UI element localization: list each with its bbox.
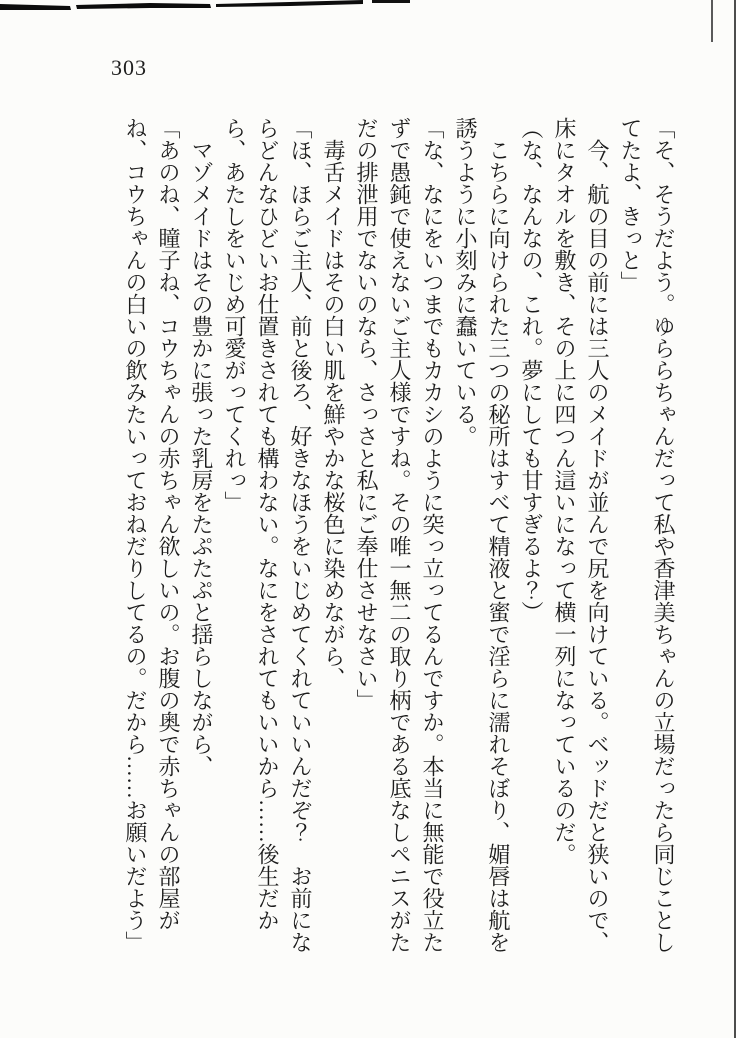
narration-paragraph: こちらに向けられた三つの秘所はすべて精液と蜜で淫らに濡れそぼり、媚唇は航を誘うように小刻みに蠢いている。	[453, 117, 511, 953]
dialogue-paragraph: 「な、なにをいつまでもカカシのように突っ立ってるんですか。本当に無能で役立たずで愚鈍で使えないご主人様ですね。その唯一無二の取り柄である底なしペニスがただの排泄用でないのなら、さっさと私にご奉仕させなさい」	[354, 117, 445, 953]
dialogue-paragraph: 「ほ、ほらご主人、前と後ろ、好きなほうをいじめてくれていいんだぞ？ お前にならどんなひどいお仕置きされても構わない。なにをされてもいいから……後生だから、あたしをいじめ可愛がってくれっ」	[222, 117, 313, 953]
dialogue-paragraph: 「そ、そうだよう。ゆららちゃんだって私や香津美ちゃんの立場だったら同じことしてたよ、きっと」	[618, 117, 676, 953]
inner-thought-paragraph: （な、なんなの、これ。夢にしても甘すぎるよ？）	[519, 117, 544, 623]
body-text	[119, 117, 680, 955]
narration-paragraph: マゾメイドはその豊かに張った乳房をたぷたぷと揺らしながら、	[189, 139, 214, 777]
page-number: 303	[111, 55, 147, 80]
dialogue-paragraph: 「あのね、瞳子ね、コウちゃんの赤ちゃん欲しいの。お腹の奥で赤ちゃんの部屋がね、コウちゃんの白いの飲みたいっておねだりしてるの。だから……お願いだよう」	[123, 117, 181, 953]
scan-artifact-top-bar	[0, 0, 420, 14]
narration-paragraph: 今、航の目の前には三人のメイドが並んで尻を向けている。ベッドだと狭いので、床にタオルを敷き、その上に四つん這いになって横一列になっているのだ。	[552, 117, 610, 953]
scan-artifact-right-tick	[711, 0, 713, 42]
narration-paragraph: 毒舌メイドはその白い肌を鮮やかな桜色に染めながら、	[321, 139, 346, 689]
